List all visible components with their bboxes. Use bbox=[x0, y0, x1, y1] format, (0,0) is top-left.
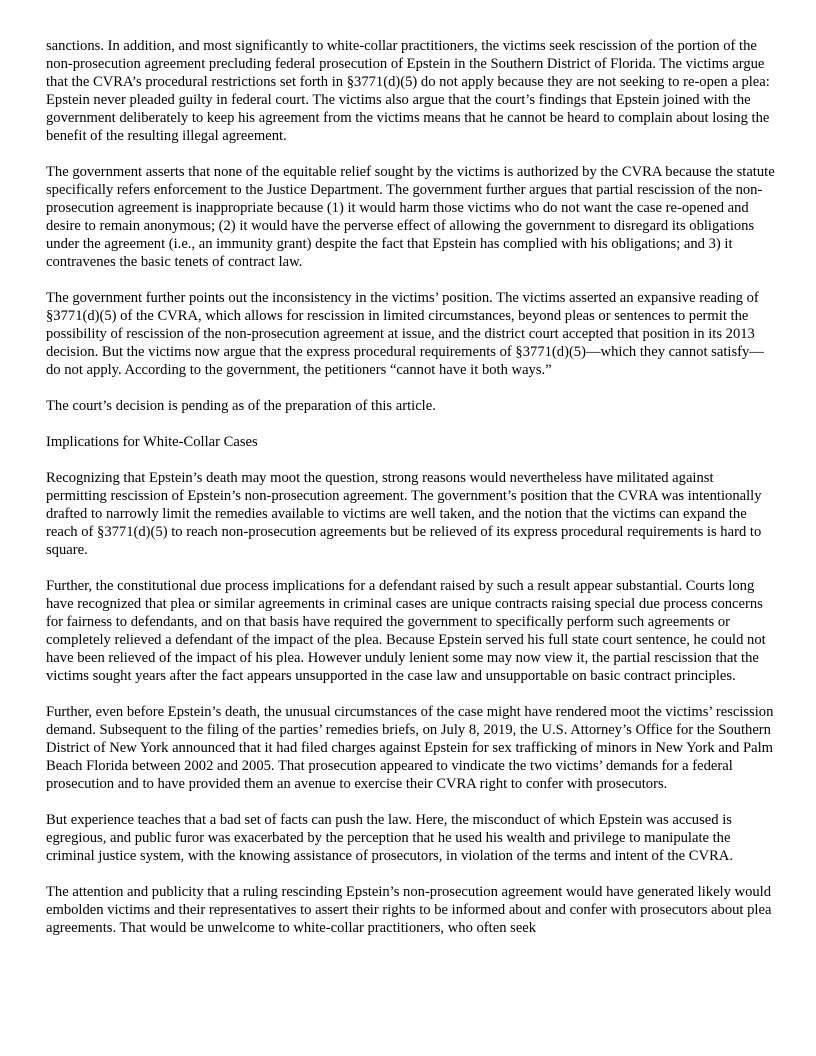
paragraph-decision-pending: The court’s decision is pending as of the preparation of this article. bbox=[46, 398, 436, 414]
paragraph-attention-publicity: The attention and publicity that a ruling rescinding Epstein’s non-prosecution agreement would have generated likely would embolden victims and their representatives to assert their rights to be informed about and confer with prosecutors about plea agreements. That would be unwelcome to white-collar practitioners, who often seek bbox=[46, 884, 772, 936]
paragraph-victims-rescission: sanctions. In addition, and most significantly to white-collar practitioners, the victims seek rescission of the portion of the non-prosecution agreement precluding federal prosecution of Epstein in the Southern District of Florida. The victims argue that the CVRA’s procedural restrictions set forth in §3771(d)(5) do not apply because they are not seeking to re-open a plea: Epstein never pleaded guilty in federal court. The victims also argue that the court’s findings that Epstein joined with the government deliberately to keep his agreement from the victims means that he cannot be heard to complain about losing the benefit of the resulting illegal agreement. bbox=[46, 38, 770, 144]
paragraph-recognizing: Recognizing that Epstein’s death may moot the question, strong reasons would nevertheless have militated against permitting rescission of Epstein’s non-prosecution agreement. The government’s position that the CVRA was intentionally drafted to narrowly limit the remedies available to victims are well taken, and the notion that the victims can expand the reach of §3771(d)(5) to reach non-prosecution agreements but be relieved of its express procedural requirements is hard to square. bbox=[46, 470, 762, 558]
paragraph-moot: Further, even before Epstein’s death, the unusual circumstances of the case might have rendered moot the victims’ rescission demand. Subsequent to the filing of the parties’ remedies briefs, on July 8, 2019, the U.S. Attorney’s Office for the Southern District of New York announced that it had filed charges against Epstein for sex trafficking of minors in New York and Palm Beach Florida between 2002 and 2005. That prosecution appeared to vindicate the two victims’ demands for a federal prosecution and to have provided them an avenue to exercise their CVRA right to confer with prosecutors. bbox=[46, 704, 774, 792]
paragraph-due-process: Further, the constitutional due process implications for a defendant raised by such a result appear substantial. Courts long have recognized that plea or similar agreements in criminal cases are unique contracts raising special due process concerns for fairness to defendants, and on that basis have required the government to specifically perform such agreements or completely relieved a defendant of the impact of the plea. Because Epstein served his full state court sentence, he could not have been relieved of the impact of his plea. However unduly lenient some may now view it, the partial rescission that the victims sought years after the fact appears unsupported in the case law and unsupportable on basic contract principles. bbox=[46, 578, 766, 684]
section-heading: Implications for White-Collar Cases bbox=[46, 434, 258, 450]
paragraph-bad-facts: But experience teaches that a bad set of facts can push the law. Here, the misconduct of which Epstein was accused is egregious, and public furor was exacerbated by the perception that he used his wealth and privilege to manipulate the criminal justice system, with the knowing assistance of prosecutors, in violation of the terms and intent of the CVRA. bbox=[46, 812, 733, 864]
paragraph-inconsistency: The government further points out the inconsistency in the victims’ position. The victims asserted an expansive reading of §3771(d)(5) of the CVRA, which allows for rescission in limited circumstances, beyond pleas or sentences to permit the possibility of rescission of the non-prosecution agreement at issue, and the district court accepted that position in its 2013 decision. But the victims now argue that the express procedural requirements of §3771(d)(5)—which they cannot satisfy—do not apply. According to the government, the petitioners “cannot have it both ways.” bbox=[46, 290, 764, 378]
paragraph-government-asserts: The government asserts that none of the equitable relief sought by the victims is authorized by the CVRA because the statute specifically refers enforcement to the Justice Department. The government further argues that partial rescission of the non-prosecution agreement is inappropriate because (1) it would harm those victims who do not want the case re-opened and desire to remain anonymous; (2) it would have the perverse effect of allowing the government to disregard its obligations under the agreement (i.e., an immunity grant) despite the fact that Epstein has complied with his obligations; and 3) it contravenes the basic tenets of contract law. bbox=[46, 164, 775, 270]
document-page bbox=[46, 37, 776, 955]
